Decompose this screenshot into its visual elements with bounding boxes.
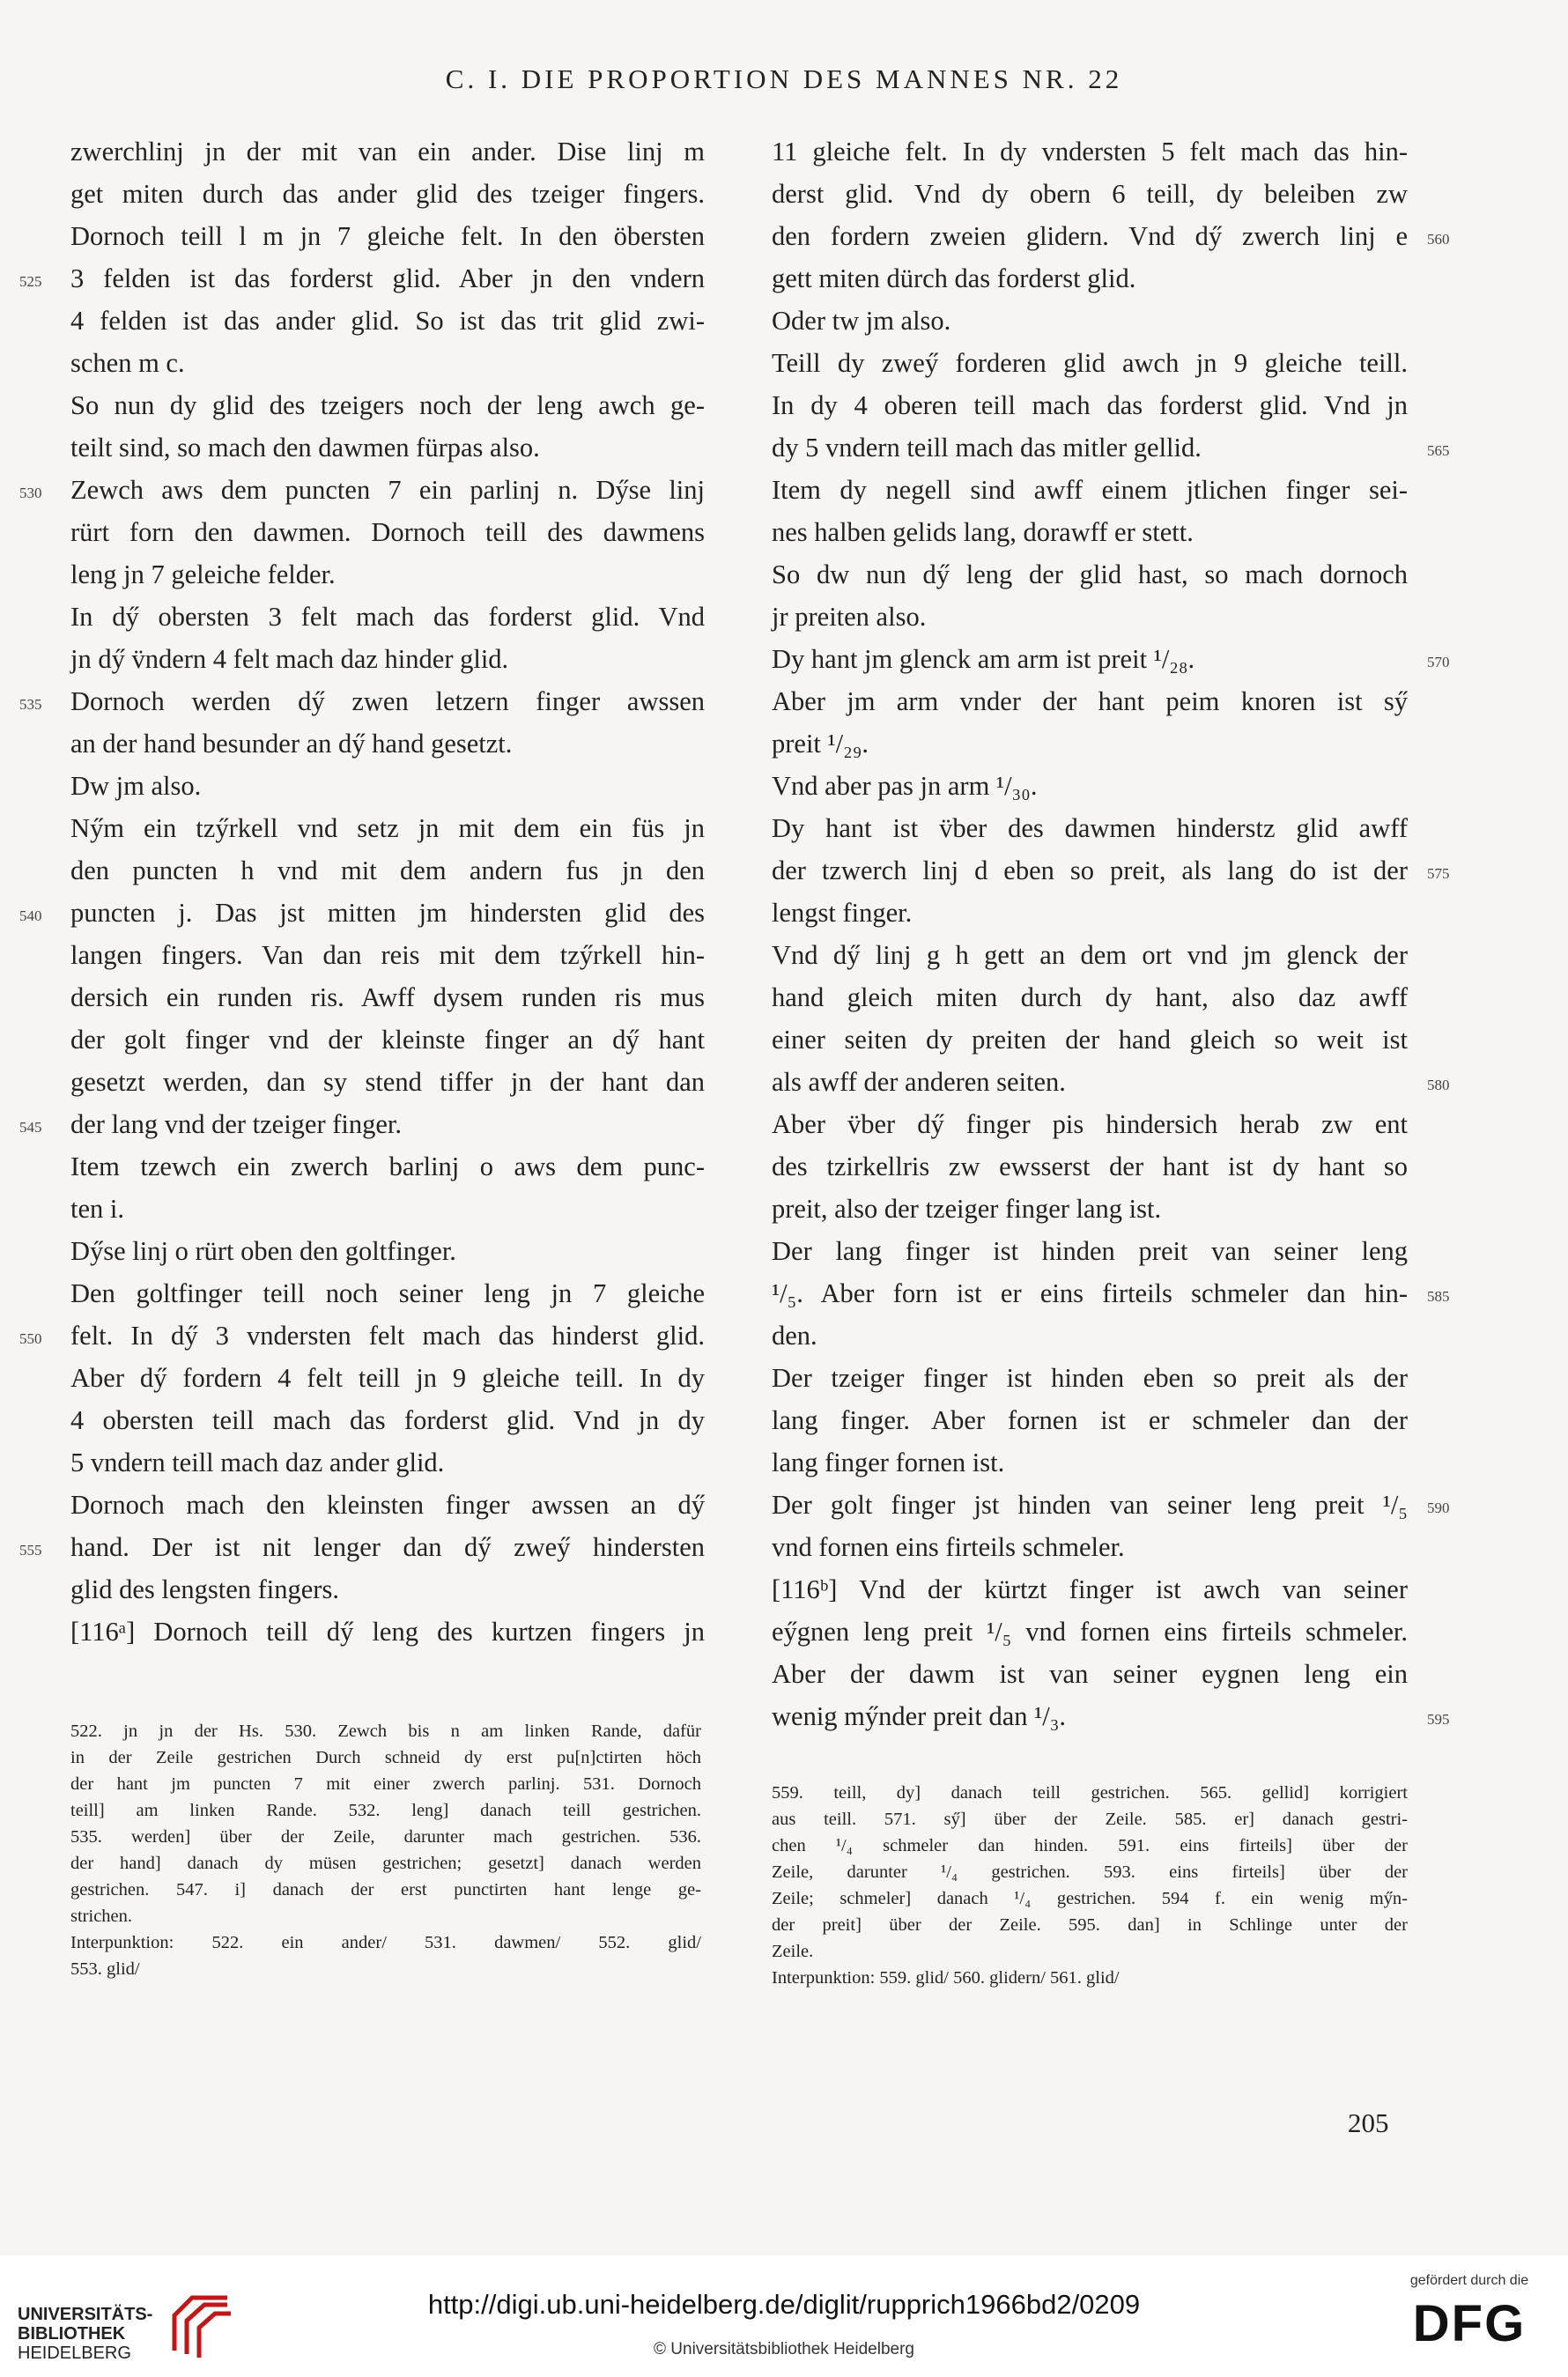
line-number: 595 bbox=[1427, 1711, 1450, 1728]
line-text: Dy̋se linj o rürt oben den goltfinger. bbox=[70, 1236, 456, 1266]
line-text: Zeile, darunter ¹/₄ gestrichen. 593. eins firteils] über der bbox=[772, 1862, 1408, 1882]
text-line bbox=[70, 342, 705, 384]
line-text: in der Zeile gestrichen Durch schneid dy erst pu[n]ctirten höch bbox=[70, 1748, 701, 1767]
text-line bbox=[70, 1357, 705, 1399]
text-line bbox=[70, 1188, 705, 1230]
text-line bbox=[772, 892, 1408, 934]
line-text: der hand] danach dy müsen gestrichen; gesetzt] danach werden bbox=[70, 1854, 701, 1873]
line-text: Den goltfinger teill noch seiner leng jn 7 gleiche bbox=[70, 1278, 705, 1308]
line-text: In dy̋ obersten 3 felt mach das forderst glid. Vnd bbox=[70, 602, 705, 632]
text-line bbox=[70, 1018, 705, 1061]
text-line bbox=[70, 638, 705, 680]
line-number: 545 bbox=[19, 1119, 42, 1136]
line-text: lang finger fornen ist. bbox=[772, 1448, 1005, 1477]
line-text: den fordern zweien glidern. Vnd dy̋ zwerch linj e bbox=[772, 221, 1408, 251]
text-line bbox=[772, 722, 1408, 765]
text-line bbox=[772, 469, 1408, 511]
text-line bbox=[70, 722, 705, 765]
line-text: lang finger. Aber fornen ist er schmeler dan der bbox=[772, 1405, 1408, 1435]
line-text: einer seiten dy preiten der hand gleich so weit ist bbox=[772, 1025, 1408, 1055]
note-line bbox=[772, 1965, 1408, 1991]
line-text: gestrichen. 547. i] danach der erst punctirten hant lenge ge- bbox=[70, 1880, 701, 1899]
text-line bbox=[70, 553, 705, 596]
text-line bbox=[772, 976, 1408, 1018]
line-text: So nun dy glid des tzeigers noch der leng awch ge- bbox=[70, 390, 705, 420]
library-name-line: UNIVERSITÄTS- bbox=[18, 2305, 153, 2324]
line-text: ¹/₅. Aber forn ist er eins firteils schmeler dan hin- bbox=[772, 1278, 1408, 1308]
text-line bbox=[772, 173, 1408, 215]
text-line bbox=[772, 1018, 1408, 1061]
line-text: ten i. bbox=[70, 1194, 124, 1224]
text-line bbox=[70, 426, 705, 469]
line-text: der hant jm puncten 7 mit einer zwerch parlinj. 531. Dornoch bbox=[70, 1774, 701, 1794]
dfg-logo-icon: DFG bbox=[1412, 2295, 1527, 2352]
line-text: 11 gleiche felt. In dy vndersten 5 felt mach das hin- bbox=[772, 137, 1408, 167]
text-line bbox=[772, 765, 1408, 807]
line-text: Ny̋m ein tzy̋rkell vnd setz jn mit dem ein füs jn bbox=[70, 813, 705, 843]
note-line bbox=[70, 1771, 701, 1797]
text-line bbox=[70, 1230, 705, 1272]
text-line bbox=[19, 1103, 705, 1145]
line-text: Aber v̈ber dy̋ finger pis hindersich herab zw ent bbox=[772, 1109, 1408, 1139]
copyright-notice: © Universitätsbibliothek Heidelberg bbox=[654, 2340, 914, 2358]
line-number: 555 bbox=[19, 1542, 42, 1559]
line-text: Der tzeiger finger ist hinden eben so preit als der bbox=[772, 1363, 1408, 1393]
text-line bbox=[772, 511, 1408, 553]
note-line bbox=[70, 1956, 701, 1982]
text-line bbox=[70, 765, 705, 807]
text-line bbox=[70, 1611, 705, 1653]
line-text: hand gleich miten durch dy hant, also daz awff bbox=[772, 982, 1408, 1012]
note-line bbox=[70, 1850, 701, 1877]
line-text: schen m c. bbox=[70, 348, 185, 378]
line-text: 5 vndern teill mach daz ander glid. bbox=[70, 1448, 445, 1477]
note-line bbox=[772, 1833, 1408, 1859]
apparatus-left bbox=[70, 1718, 701, 1982]
text-line bbox=[70, 1568, 705, 1611]
text-line bbox=[772, 1272, 1450, 1314]
line-text: den puncten h vnd mit dem andern fus jn den bbox=[70, 855, 705, 885]
line-text: preit ¹/₂₉. bbox=[772, 729, 869, 759]
line-text: Oder tw jm also. bbox=[772, 306, 951, 336]
line-text: [116ᵃ] Dornoch teill dy̋ leng des kurtzen fingers jn bbox=[70, 1617, 705, 1647]
text-line bbox=[772, 1441, 1408, 1484]
text-line bbox=[772, 807, 1408, 849]
note-line bbox=[70, 1744, 701, 1771]
text-line bbox=[772, 1314, 1408, 1357]
line-text: 4 felden ist das ander glid. So ist das trit glid zwi- bbox=[70, 306, 705, 336]
text-line bbox=[772, 1061, 1450, 1103]
note-line bbox=[70, 1718, 701, 1744]
text-line bbox=[70, 1484, 705, 1526]
line-text: gett miten dürch das forderst glid. bbox=[772, 263, 1136, 293]
running-head: C. I. DIE PROPORTION DES MANNES NR. 22 bbox=[445, 63, 1123, 94]
text-line bbox=[772, 1357, 1408, 1399]
text-column-right bbox=[772, 130, 1450, 1737]
line-text: 522. jn jn der Hs. 530. Zewch bis n am linken Rande, dafür bbox=[70, 1722, 701, 1741]
text-line bbox=[772, 300, 1408, 342]
line-text: langen fingers. Van dan reis mit dem tzy̋rkell hin- bbox=[70, 940, 705, 970]
line-text: ey̋gnen leng preit ¹/₅ vnd fornen eins firteils schmeler. bbox=[772, 1617, 1408, 1647]
note-line bbox=[70, 1797, 701, 1824]
line-text: Vnd aber pas jn arm ¹/₃₀. bbox=[772, 771, 1038, 801]
line-text: Zewch aws dem puncten 7 ein parlinj n. Dy̋se linj bbox=[70, 475, 705, 505]
line-text: Der golt finger jst hinden van seiner leng preit ¹/₅ bbox=[772, 1490, 1408, 1520]
text-line bbox=[70, 934, 705, 976]
line-text: zwerchlinj jn der mit van ein ander. Dise linj m bbox=[70, 137, 705, 167]
line-text: nes halben gelids lang, dorawff er stett. bbox=[772, 517, 1194, 547]
line-text: Aber der dawm ist van seiner eygnen leng ein bbox=[772, 1659, 1408, 1689]
line-text: Item dy negell sind awff einem jtlichen finger sei- bbox=[772, 475, 1408, 505]
line-text: des tzirkellris zw ewsserst der hant ist dy hant so bbox=[772, 1151, 1408, 1181]
text-line bbox=[19, 680, 705, 722]
line-text: chen ¹/₄ schmeler dan hinden. 591. eins firteils] über der bbox=[772, 1836, 1408, 1855]
line-text: preit, also der tzeiger finger lang ist. bbox=[772, 1194, 1162, 1224]
text-line bbox=[70, 1061, 705, 1103]
library-name-line: HEIDELBERG bbox=[18, 2344, 131, 2363]
line-text: teilt sind, so mach den dawmen fürpas also. bbox=[70, 433, 540, 463]
text-line bbox=[70, 1399, 705, 1441]
line-text: Der lang finger ist hinden preit van seiner leng bbox=[772, 1236, 1408, 1266]
line-text: 535. werden] über der Zeile, darunter mach gestrichen. 536. bbox=[70, 1827, 701, 1847]
line-text: get miten durch das ander glid des tzeiger fingers. bbox=[70, 179, 705, 209]
line-number: 550 bbox=[19, 1330, 42, 1347]
line-number: 585 bbox=[1427, 1288, 1450, 1305]
line-text: aus teill. 571. sy̋] über der Zeile. 585. er] danach gestri- bbox=[772, 1810, 1408, 1829]
line-text: [116ᵇ] Vnd der kürtzt finger ist awch van seiner bbox=[772, 1574, 1408, 1604]
line-text: derst glid. Vnd dy obern 6 teill, dy beleiben zw bbox=[772, 179, 1408, 209]
line-number: 535 bbox=[19, 696, 42, 713]
note-line bbox=[70, 1877, 701, 1903]
note-line bbox=[772, 1859, 1408, 1885]
text-line bbox=[70, 511, 705, 553]
text-line bbox=[772, 1568, 1408, 1611]
line-text: an der hand besunder an dy̋ hand gesetzt. bbox=[70, 729, 513, 759]
text-line bbox=[70, 384, 705, 426]
line-text: 4 obersten teill mach das forderst glid. Vnd jn dy bbox=[70, 1405, 705, 1435]
text-line bbox=[772, 680, 1408, 722]
text-line bbox=[772, 257, 1408, 300]
line-text: rürt forn den dawmen. Dornoch teill des dawmens bbox=[70, 517, 705, 547]
line-text: jr preiten also. bbox=[772, 602, 927, 632]
line-text: als awff der anderen seiten. bbox=[772, 1067, 1066, 1097]
line-text: dy 5 vndern teill mach das mitler gellid. bbox=[772, 433, 1202, 463]
text-line bbox=[772, 1145, 1408, 1188]
text-line bbox=[772, 1526, 1408, 1568]
note-line bbox=[772, 1938, 1408, 1965]
line-text: Dy hant jm glenck am arm ist preit ¹/₂₈. bbox=[772, 644, 1195, 674]
line-text: 553. glid/ bbox=[70, 1959, 140, 1979]
line-text: In dy 4 oberen teill mach das forderst glid. Vnd jn bbox=[772, 390, 1408, 420]
line-text: glid des lengsten fingers. bbox=[70, 1574, 339, 1604]
line-text: So dw nun dy̋ leng der glid hast, so mach dornoch bbox=[772, 559, 1408, 589]
line-text: Dornoch mach den kleinsten finger awssen an dy̋ bbox=[70, 1490, 705, 1520]
line-text: Zeile; schmeler] danach ¹/₄ gestrichen. 594 f. ein wenig my̋n- bbox=[772, 1889, 1408, 1908]
note-line bbox=[772, 1912, 1408, 1938]
text-line bbox=[772, 426, 1450, 469]
line-number: 565 bbox=[1427, 442, 1450, 459]
text-line bbox=[70, 807, 705, 849]
line-text: leng jn 7 geleiche felder. bbox=[70, 559, 336, 589]
text-line bbox=[70, 130, 705, 173]
text-line bbox=[70, 1272, 705, 1314]
apparatus-right bbox=[772, 1780, 1408, 1991]
line-text: lengst finger. bbox=[772, 898, 913, 928]
line-text: puncten j. Das jst mitten jm hindersten glid des bbox=[70, 898, 705, 928]
line-text: dersich ein runden ris. Awff dysem runden ris mus bbox=[70, 982, 705, 1012]
line-text: Dy hant ist v̈ber des dawmen hinderstz glid awff bbox=[772, 813, 1408, 843]
line-text: gesetzt werden, dan sy stend tiffer jn der hant dan bbox=[70, 1067, 705, 1097]
text-line bbox=[70, 1441, 705, 1484]
text-line bbox=[19, 1526, 705, 1568]
footer-bar bbox=[0, 2255, 1568, 2377]
line-text: strichen. bbox=[70, 1907, 133, 1926]
note-line bbox=[70, 1929, 701, 1956]
note-line bbox=[70, 1824, 701, 1850]
note-line bbox=[70, 1903, 701, 1929]
line-text: Item tzewch ein zwerch barlinj o aws dem punc- bbox=[70, 1151, 705, 1181]
line-text: Dornoch werden dy̋ zwen letzern finger awssen bbox=[70, 686, 705, 716]
line-text: Interpunktion: 559. glid/ 560. glidern/ 561. glid/ bbox=[772, 1968, 1120, 1988]
text-line bbox=[772, 215, 1450, 257]
text-line bbox=[70, 300, 705, 342]
line-text: jn dy̋ v̈ndern 4 felt mach daz hinder glid. bbox=[70, 644, 509, 674]
text-line bbox=[772, 130, 1408, 173]
line-text: Aber dy̋ fordern 4 felt teill jn 9 gleiche teill. In dy bbox=[70, 1363, 705, 1393]
text-line bbox=[772, 596, 1408, 638]
line-number: 530 bbox=[19, 485, 42, 501]
permalink-url[interactable]: http://digi.ub.uni-heidelberg.de/diglit/rupprich1966bd2/0209 bbox=[427, 2289, 1141, 2320]
line-text: teill] am linken Rande. 532. leng] danach teill gestrichen. bbox=[70, 1801, 701, 1820]
line-text: Aber jm arm vnder der hant peim knoren ist sy̋ bbox=[772, 686, 1408, 716]
line-text: 559. teill, dy] danach teill gestrichen. 565. gellid] korrigiert bbox=[772, 1783, 1408, 1803]
text-line bbox=[19, 1314, 705, 1357]
text-line bbox=[772, 1103, 1408, 1145]
text-line bbox=[772, 1399, 1408, 1441]
text-line bbox=[772, 1611, 1408, 1653]
text-line bbox=[772, 1188, 1408, 1230]
line-text: der preit] über der Zeile. 595. dan] in Schlinge unter der bbox=[772, 1915, 1408, 1935]
line-text: 3 felden ist das forderst glid. Aber jn den vndern bbox=[70, 263, 705, 293]
line-text: Dornoch teill l m jn 7 gleiche felt. In den öbersten bbox=[70, 221, 705, 251]
line-text: Teill dy zwey̋ forderen glid awch jn 9 gleiche teill. bbox=[772, 348, 1408, 378]
line-text: Dw jm also. bbox=[70, 771, 202, 801]
line-text: der lang vnd der tzeiger finger. bbox=[70, 1109, 403, 1139]
text-line bbox=[70, 976, 705, 1018]
text-line bbox=[772, 553, 1408, 596]
line-number: 570 bbox=[1427, 654, 1450, 670]
funder-caption: gefördert durch die bbox=[1409, 2273, 1529, 2288]
line-number: 525 bbox=[19, 273, 42, 290]
text-line bbox=[772, 638, 1450, 680]
note-line bbox=[772, 1780, 1408, 1806]
note-line bbox=[772, 1885, 1408, 1912]
text-line bbox=[772, 1653, 1408, 1695]
line-text: Interpunktion: 522. ein ander/ 531. dawmen/ 552. glid/ bbox=[70, 1933, 701, 1952]
text-line bbox=[772, 934, 1408, 976]
text-line bbox=[19, 469, 705, 511]
text-line bbox=[70, 1145, 705, 1188]
line-text: wenig my̋nder preit dan ¹/₃. bbox=[772, 1701, 1067, 1731]
line-text: hand. Der ist nit lenger dan dy̋ zwey̋ hindersten bbox=[70, 1532, 705, 1562]
line-text: der tzwerch linj d eben so preit, als lang do ist der bbox=[772, 855, 1408, 885]
text-line bbox=[772, 849, 1450, 892]
text-line bbox=[772, 1484, 1450, 1526]
text-line bbox=[772, 1230, 1408, 1272]
text-line bbox=[70, 173, 705, 215]
line-number: 580 bbox=[1427, 1077, 1450, 1093]
text-line bbox=[70, 215, 705, 257]
text-column-left bbox=[19, 130, 705, 1653]
page-number: 205 bbox=[1348, 2107, 1389, 2138]
text-line bbox=[772, 1695, 1450, 1737]
funder-logo[interactable] bbox=[1390, 2273, 1549, 2361]
line-text: vnd fornen eins firteils schmeler. bbox=[772, 1532, 1125, 1562]
text-line bbox=[70, 849, 705, 892]
line-text: Vnd dy̋ linj g h gett an dem ort vnd jm glenck der bbox=[772, 940, 1408, 970]
library-name-line: BIBLIOTHEK bbox=[18, 2324, 126, 2344]
line-number: 560 bbox=[1427, 231, 1450, 248]
text-line bbox=[19, 892, 705, 934]
text-line bbox=[70, 596, 705, 638]
line-text: den. bbox=[772, 1321, 817, 1351]
line-text: felt. In dy̋ 3 vndersten felt mach das hinderst glid. bbox=[70, 1321, 705, 1351]
text-line bbox=[772, 342, 1408, 384]
text-line bbox=[772, 384, 1408, 426]
note-line bbox=[772, 1806, 1408, 1833]
text-line bbox=[19, 257, 705, 300]
line-number: 540 bbox=[19, 907, 42, 924]
line-text: der golt finger vnd der kleinste finger an dy̋ hant bbox=[70, 1025, 705, 1055]
line-number: 590 bbox=[1427, 1500, 1450, 1516]
line-number: 575 bbox=[1427, 865, 1450, 882]
line-text: Zeile. bbox=[772, 1942, 814, 1961]
